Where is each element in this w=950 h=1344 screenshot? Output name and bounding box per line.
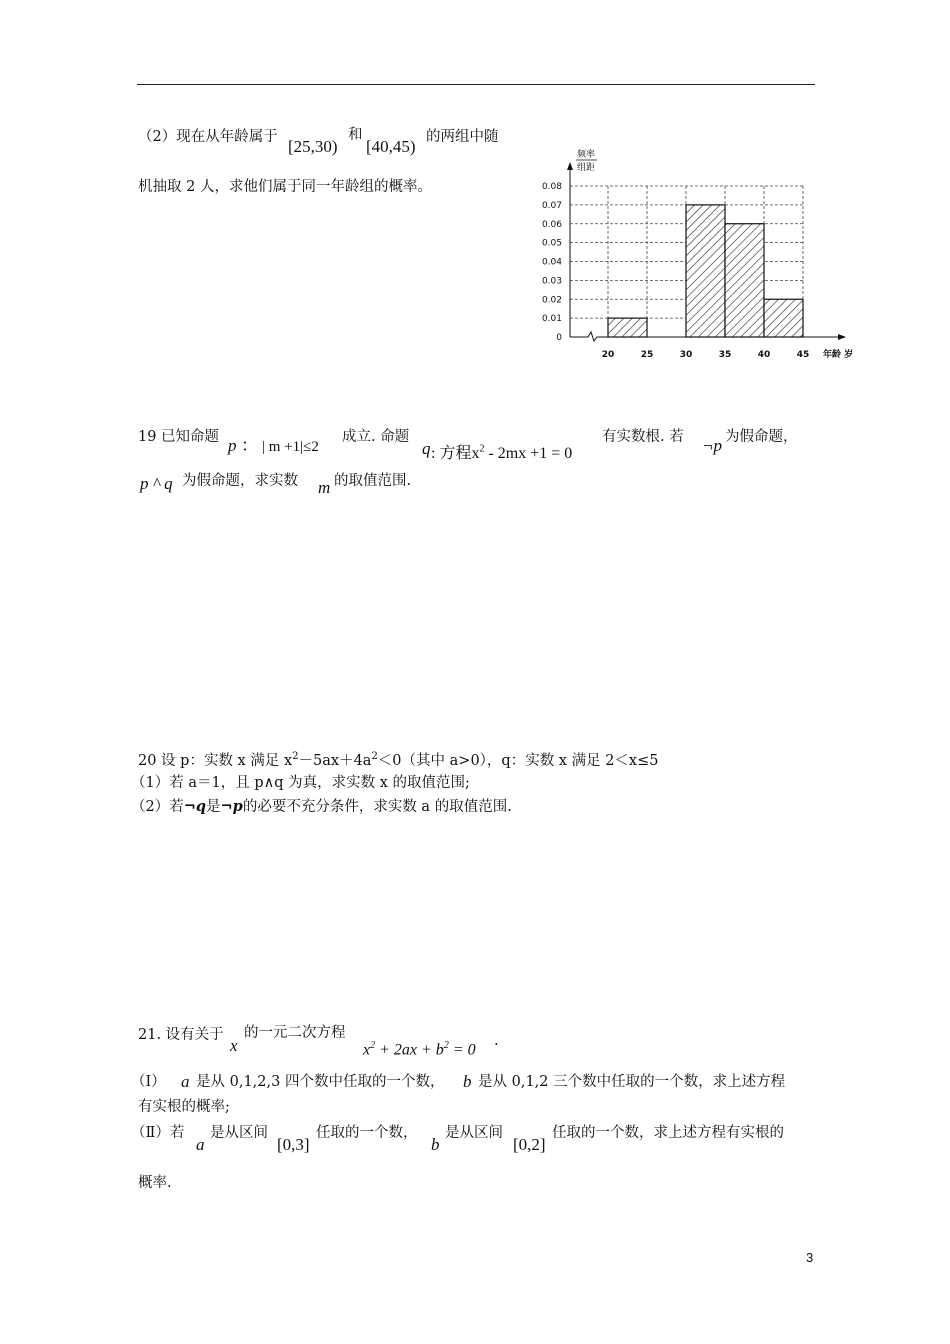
q18-text-after: 的两组中随	[426, 129, 499, 145]
q21-part1-line2: 有实根的概率;	[138, 1099, 230, 1115]
histogram-bar-20-25	[608, 318, 647, 337]
q20-not-q: ¬q	[183, 798, 207, 815]
y-axis-arrow	[567, 162, 573, 170]
q21-eq-x: x	[363, 1041, 371, 1059]
q19-colon: ：	[241, 436, 258, 455]
q21-b: b	[463, 1072, 472, 1091]
q21-part1-label: （Ⅰ）	[131, 1074, 166, 1090]
q21-equation	[363, 1040, 476, 1059]
page-number: 3	[806, 1250, 814, 1265]
q20-l3b: 是	[206, 799, 221, 815]
q21-part2-b: b	[431, 1135, 440, 1154]
q20-l1c: ＜0（其中 a>0），q：实数 x 满足 2＜x≤5	[377, 752, 659, 769]
q21-eq-sq1: 2	[370, 1040, 376, 1051]
q20-sq1: 2	[292, 751, 299, 762]
y-tick-label-2: 0.02	[541, 295, 562, 306]
q18-interval-a: [25,30)	[288, 137, 338, 156]
q21-part2-text3: 是从区间	[445, 1125, 503, 1141]
q19-p-and-q: p ^ q	[140, 474, 173, 493]
y-tick-label-7: 0.07	[541, 200, 562, 211]
q20-l1a: 20 设 p：实数 x 满足 x	[138, 752, 293, 769]
q21-x: x	[230, 1036, 238, 1055]
x-tick-label-2: 30	[679, 350, 693, 360]
q20-l3a: （2）若	[131, 799, 184, 815]
x-tick-label-5: 45	[796, 350, 810, 360]
q20-line1	[138, 752, 658, 768]
q21-part1-text2: 是从 0,1,2 三个数中任取的一个数，求上述方程	[478, 1074, 786, 1090]
q20-l1b: －5ax＋4a	[298, 752, 372, 769]
q21-part2-line2: 概率.	[138, 1175, 172, 1191]
q19-not-p: ¬p	[702, 436, 722, 455]
y-tick-label-8: 0.08	[541, 182, 562, 192]
q20-line2: （1）若 a＝1，且 p∧q 为真，求实数 x 的取值范围;	[131, 775, 470, 791]
q21-part2-a: a	[196, 1135, 205, 1154]
x-tick-label-0: 20	[601, 350, 615, 360]
chart-bars	[608, 205, 803, 337]
q19-text3: 为假命题，	[725, 429, 798, 445]
x-tick-label-4: 40	[757, 350, 771, 360]
y-tick-label-5: 0.05	[541, 238, 562, 249]
y-tick-label-1: 0.01	[541, 314, 562, 325]
x-axis-label: 年龄 岁	[823, 350, 854, 360]
q21-part2-label: （Ⅱ）若	[131, 1125, 185, 1141]
q21-part2-text1: 是从区间	[210, 1125, 268, 1141]
q21-interval-b: [0,2]	[513, 1135, 546, 1154]
q19-text1: 成立. 命题	[342, 429, 410, 445]
q18-interval-b: [40,45)	[366, 137, 416, 156]
q19-eq-pre: : 方程x	[431, 445, 480, 462]
q18-he: 和	[348, 127, 363, 143]
q21-eq-end: = 0	[448, 1041, 476, 1059]
y-axis-label-top: 频率	[576, 150, 596, 160]
x-tick-label-1: 25	[640, 350, 654, 360]
q21-text1: 21. 设有关于	[138, 1027, 224, 1043]
y-tick-label-3: 0.03	[541, 276, 562, 287]
q21-a: a	[181, 1072, 190, 1091]
q20-sq2: 2	[371, 751, 378, 762]
y-axis-label-bottom: 组距	[576, 163, 596, 173]
q19-text2: 有实数根. 若	[602, 429, 684, 445]
q19-condition: | m +1|≤2	[262, 439, 319, 455]
x-tick-label-3: 35	[718, 350, 732, 360]
q19-p: p	[228, 436, 237, 455]
y-tick-label-6: 0.06	[541, 219, 562, 230]
q21-interval-a: [0,3]	[277, 1135, 310, 1154]
q19-m: m	[318, 478, 331, 497]
q19-equation	[431, 440, 572, 463]
q20-l3c: 的必要不充分条件，求实数 a 的取值范围.	[242, 799, 512, 815]
histogram-bar-40-45	[764, 299, 803, 337]
q20-not-p: ¬p	[220, 798, 243, 815]
header-rule	[137, 84, 815, 85]
age-histogram	[530, 140, 870, 370]
q19-text5: 的取值范围.	[334, 473, 412, 489]
histogram-bar-30-35	[686, 205, 725, 337]
q21-eq-mid: + 2ax + b	[375, 1041, 444, 1059]
y-tick-label-0: 0	[556, 333, 562, 343]
histogram-bar-35-40	[725, 224, 764, 337]
q19-eq-sq: 2	[479, 443, 485, 455]
q18-text-before: （2）现在从年龄属于	[138, 129, 278, 145]
y-tick-label-4: 0.04	[541, 257, 562, 268]
q21-eq-sq2: 2	[443, 1040, 449, 1051]
q19-eq-post: - 2mx +1 = 0	[484, 445, 573, 462]
q21-part2-text2: 任取的一个数，	[316, 1125, 418, 1141]
q19-q: q	[422, 439, 431, 458]
q21-part2-text4: 任取的一个数，求上述方程有实根的	[552, 1125, 784, 1141]
q19-text4: 为假命题，求实数	[182, 473, 298, 489]
q20-line3	[131, 800, 512, 815]
q21-text2: 的一元二次方程	[244, 1025, 346, 1041]
q19-number: 19 已知命题	[138, 429, 220, 445]
q18-line2: 机抽取 2 人，求他们属于同一年龄组的概率。	[138, 179, 432, 195]
q21-dot: .	[494, 1033, 499, 1049]
x-axis-arrow	[838, 334, 846, 340]
q21-part1-text1: 是从 0,1,2,3 四个数中任取的一个数，	[196, 1074, 445, 1090]
